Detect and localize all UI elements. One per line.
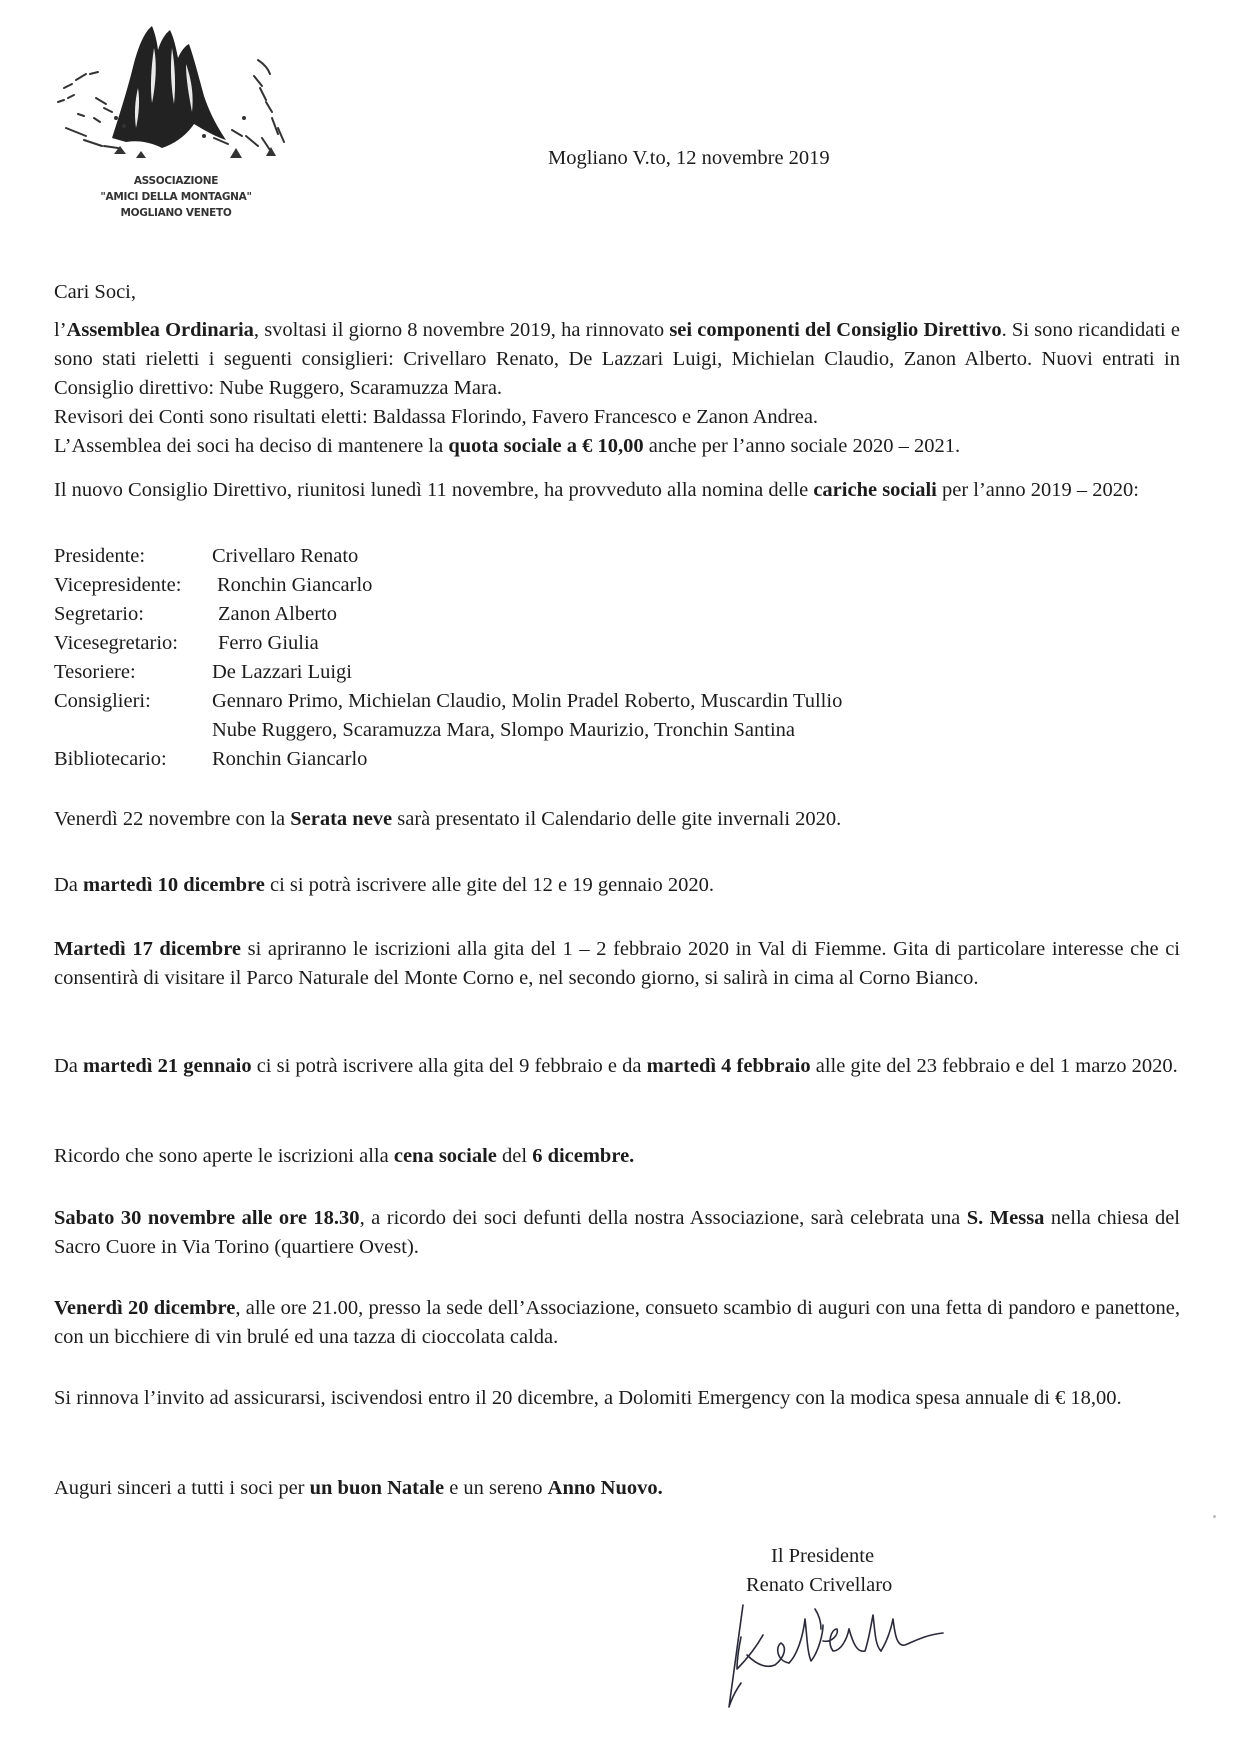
role-value: Zanon Alberto <box>218 603 337 625</box>
text-run: Da <box>54 874 84 896</box>
text-run: Ricordo che sono aperte le iscrizioni alla <box>54 1145 394 1167</box>
role-label: Vicepresidente: <box>54 574 182 596</box>
text-run: . Si sono ricandidati e sono stati rieletti i seguenti consiglieri: Crivellaro Renato, De Lazzari Luigi, Michielan Claudio, Zanon Alberto. Nuovi entrati in Consiglio direttivo: Nube Ruggero, Scaramuzza Mara. <box>54 319 1180 399</box>
role-value: Nube Ruggero, Scaramuzza Mara, Slompo Maurizio, Tronchin Santina <box>212 719 795 741</box>
bold-text: cena sociale <box>393 1145 497 1167</box>
bold-text: un buon Natale <box>309 1477 445 1499</box>
paragraph-auguri-sede <box>54 1294 1180 1352</box>
text-run: , a ricordo dei soci defunti della nostra Associazione, sarà celebrata una <box>359 1207 967 1229</box>
bold-text: sei componenti del Consiglio Direttivo <box>669 319 1002 341</box>
role-value: Gennaro Primo, Michielan Claudio, Molin Pradel Roberto, Muscardin Tullio <box>212 690 843 712</box>
role-row <box>54 745 368 774</box>
text-run: Da <box>54 1055 84 1077</box>
role-label: Tesoriere: <box>54 661 136 683</box>
role-label: Bibliotecario: <box>54 748 167 770</box>
paragraph-dolomiti <box>54 1384 1180 1413</box>
text-run: del <box>496 1145 533 1167</box>
role-label: Presidente: <box>54 545 146 567</box>
text-run: Si rinnova l’invito ad assicurarsi, iscivendosi entro il 20 dicembre, a Dolomiti Emergency con la modica spesa annuale di € 18,00. <box>54 1387 1122 1409</box>
role-row <box>54 658 353 687</box>
text-run: , svoltasi il giorno 8 novembre 2019, ha rinnovato <box>253 319 670 341</box>
scan-speck <box>1213 1515 1216 1518</box>
text-run: Venerdì 22 novembre con la <box>54 808 291 830</box>
org-line: "AMICI DELLA MONTAGNA" <box>100 191 252 203</box>
paragraph-quota <box>54 432 1180 461</box>
paragraph-natale <box>54 1474 1180 1503</box>
role-value: Ferro Giulia <box>218 632 319 654</box>
bold-text: 6 dicembre. <box>532 1145 635 1167</box>
role-row <box>54 600 337 629</box>
bold-text: Anno Nuovo. <box>547 1477 663 1499</box>
text-run: Il nuovo Consiglio Direttivo, riunitosi lunedì 11 novembre, ha provveduto alla nomina delle <box>54 479 814 501</box>
bold-text: Venerdì 20 dicembre <box>54 1297 236 1319</box>
role-row <box>54 542 359 571</box>
role-label: Consiglieri: <box>54 690 151 712</box>
role-value: Crivellaro Renato <box>212 545 359 567</box>
paragraph-revisori: Revisori dei Conti sono risultati eletti: Baldassa Florindo, Favero Francesco e Zanon Andrea. <box>54 406 819 428</box>
greeting: Cari Soci, <box>54 281 136 303</box>
text-run: anche per l’anno sociale 2020 – 2021. <box>643 435 961 457</box>
org-line: MOGLIANO VENETO <box>120 207 232 219</box>
signature-title: Il Presidente <box>771 1545 875 1567</box>
text-run: per l’anno 2019 – 2020: <box>936 479 1139 501</box>
text-run: , alle ore 21.00, presso la sede dell’Associazione, consueto scambio di auguri con una fetta di pandoro e panettone, con un bicchiere di vin brulé ed una tazza di cioccolata calda. <box>54 1297 1180 1348</box>
role-row <box>54 571 373 600</box>
role-label: Vicesegretario: <box>54 632 178 654</box>
role-label: Segretario: <box>54 603 144 625</box>
text-run: L’Assemblea dei soci ha deciso di mantenere la <box>54 435 449 457</box>
bold-text: quota sociale a € 10,00 <box>448 435 644 457</box>
text-run: Auguri sinceri a tutti i soci per <box>54 1477 310 1499</box>
role-value: Ronchin Giancarlo <box>212 748 368 770</box>
text-run: e un sereno <box>444 1477 548 1499</box>
text-run: si apriranno le iscrizioni alla gita del 1 – 2 febbraio 2020 in Val di Fiemme. Gita di particolare interesse che ci consentirà di visitare il Parco Naturale del Monte Corno e, nel secondo giorno, si salirà in cima al Corno Bianco. <box>54 938 1180 989</box>
paragraph-fiemme <box>54 935 1180 993</box>
text-run: alle gite del 23 febbraio e del 1 marzo 2020. <box>810 1055 1178 1077</box>
bold-text: Martedì 17 dicembre <box>54 938 242 960</box>
text-run: ci si potrà iscrivere alle gite del 12 e 19 gennaio 2020. <box>264 874 714 896</box>
paragraph-cena <box>54 1142 1180 1171</box>
paragraph-iscrizioni-gennaio <box>54 871 1180 900</box>
bold-text: martedì 21 gennaio <box>83 1055 252 1077</box>
signature-name: Renato Crivellaro <box>746 1574 893 1596</box>
bold-text: martedì 4 febbraio <box>646 1055 811 1077</box>
text-run: nella chiesa del Sacro Cuore in Via Torino (quartiere Ovest). <box>54 1207 1180 1258</box>
paragraph-assemblea <box>54 316 1180 403</box>
role-value: Ronchin Giancarlo <box>217 574 373 596</box>
bold-text: Serata neve <box>290 808 393 830</box>
bold-text: Assemblea Ordinaria <box>66 319 254 341</box>
bold-text: Sabato 30 novembre alle ore 18.30 <box>54 1207 360 1229</box>
text-run: ci si potrà iscrivere alla gita del 9 febbraio e da <box>251 1055 647 1077</box>
bold-text: martedì 10 dicembre <box>83 874 265 896</box>
place-date: Mogliano V.to, 12 novembre 2019 <box>548 147 830 169</box>
paragraph-serata <box>54 805 1180 834</box>
role-row <box>54 687 843 716</box>
paragraph-febbraio <box>54 1052 1180 1081</box>
org-line: ASSOCIAZIONE <box>133 175 219 187</box>
bold-text: cariche sociali <box>813 479 937 501</box>
bold-text: S. Messa <box>966 1207 1045 1229</box>
association-logo <box>54 18 310 173</box>
text-run: sarà presentato il Calendario delle gite invernali 2020. <box>392 808 842 830</box>
text-run: l’ <box>54 319 67 341</box>
association-name <box>100 173 252 221</box>
role-value: De Lazzari Luigi <box>212 661 353 683</box>
paragraph-consiglio <box>54 476 1180 505</box>
paragraph-messa <box>54 1204 1180 1262</box>
role-row <box>54 629 319 658</box>
handwritten-signature <box>715 1585 965 1725</box>
